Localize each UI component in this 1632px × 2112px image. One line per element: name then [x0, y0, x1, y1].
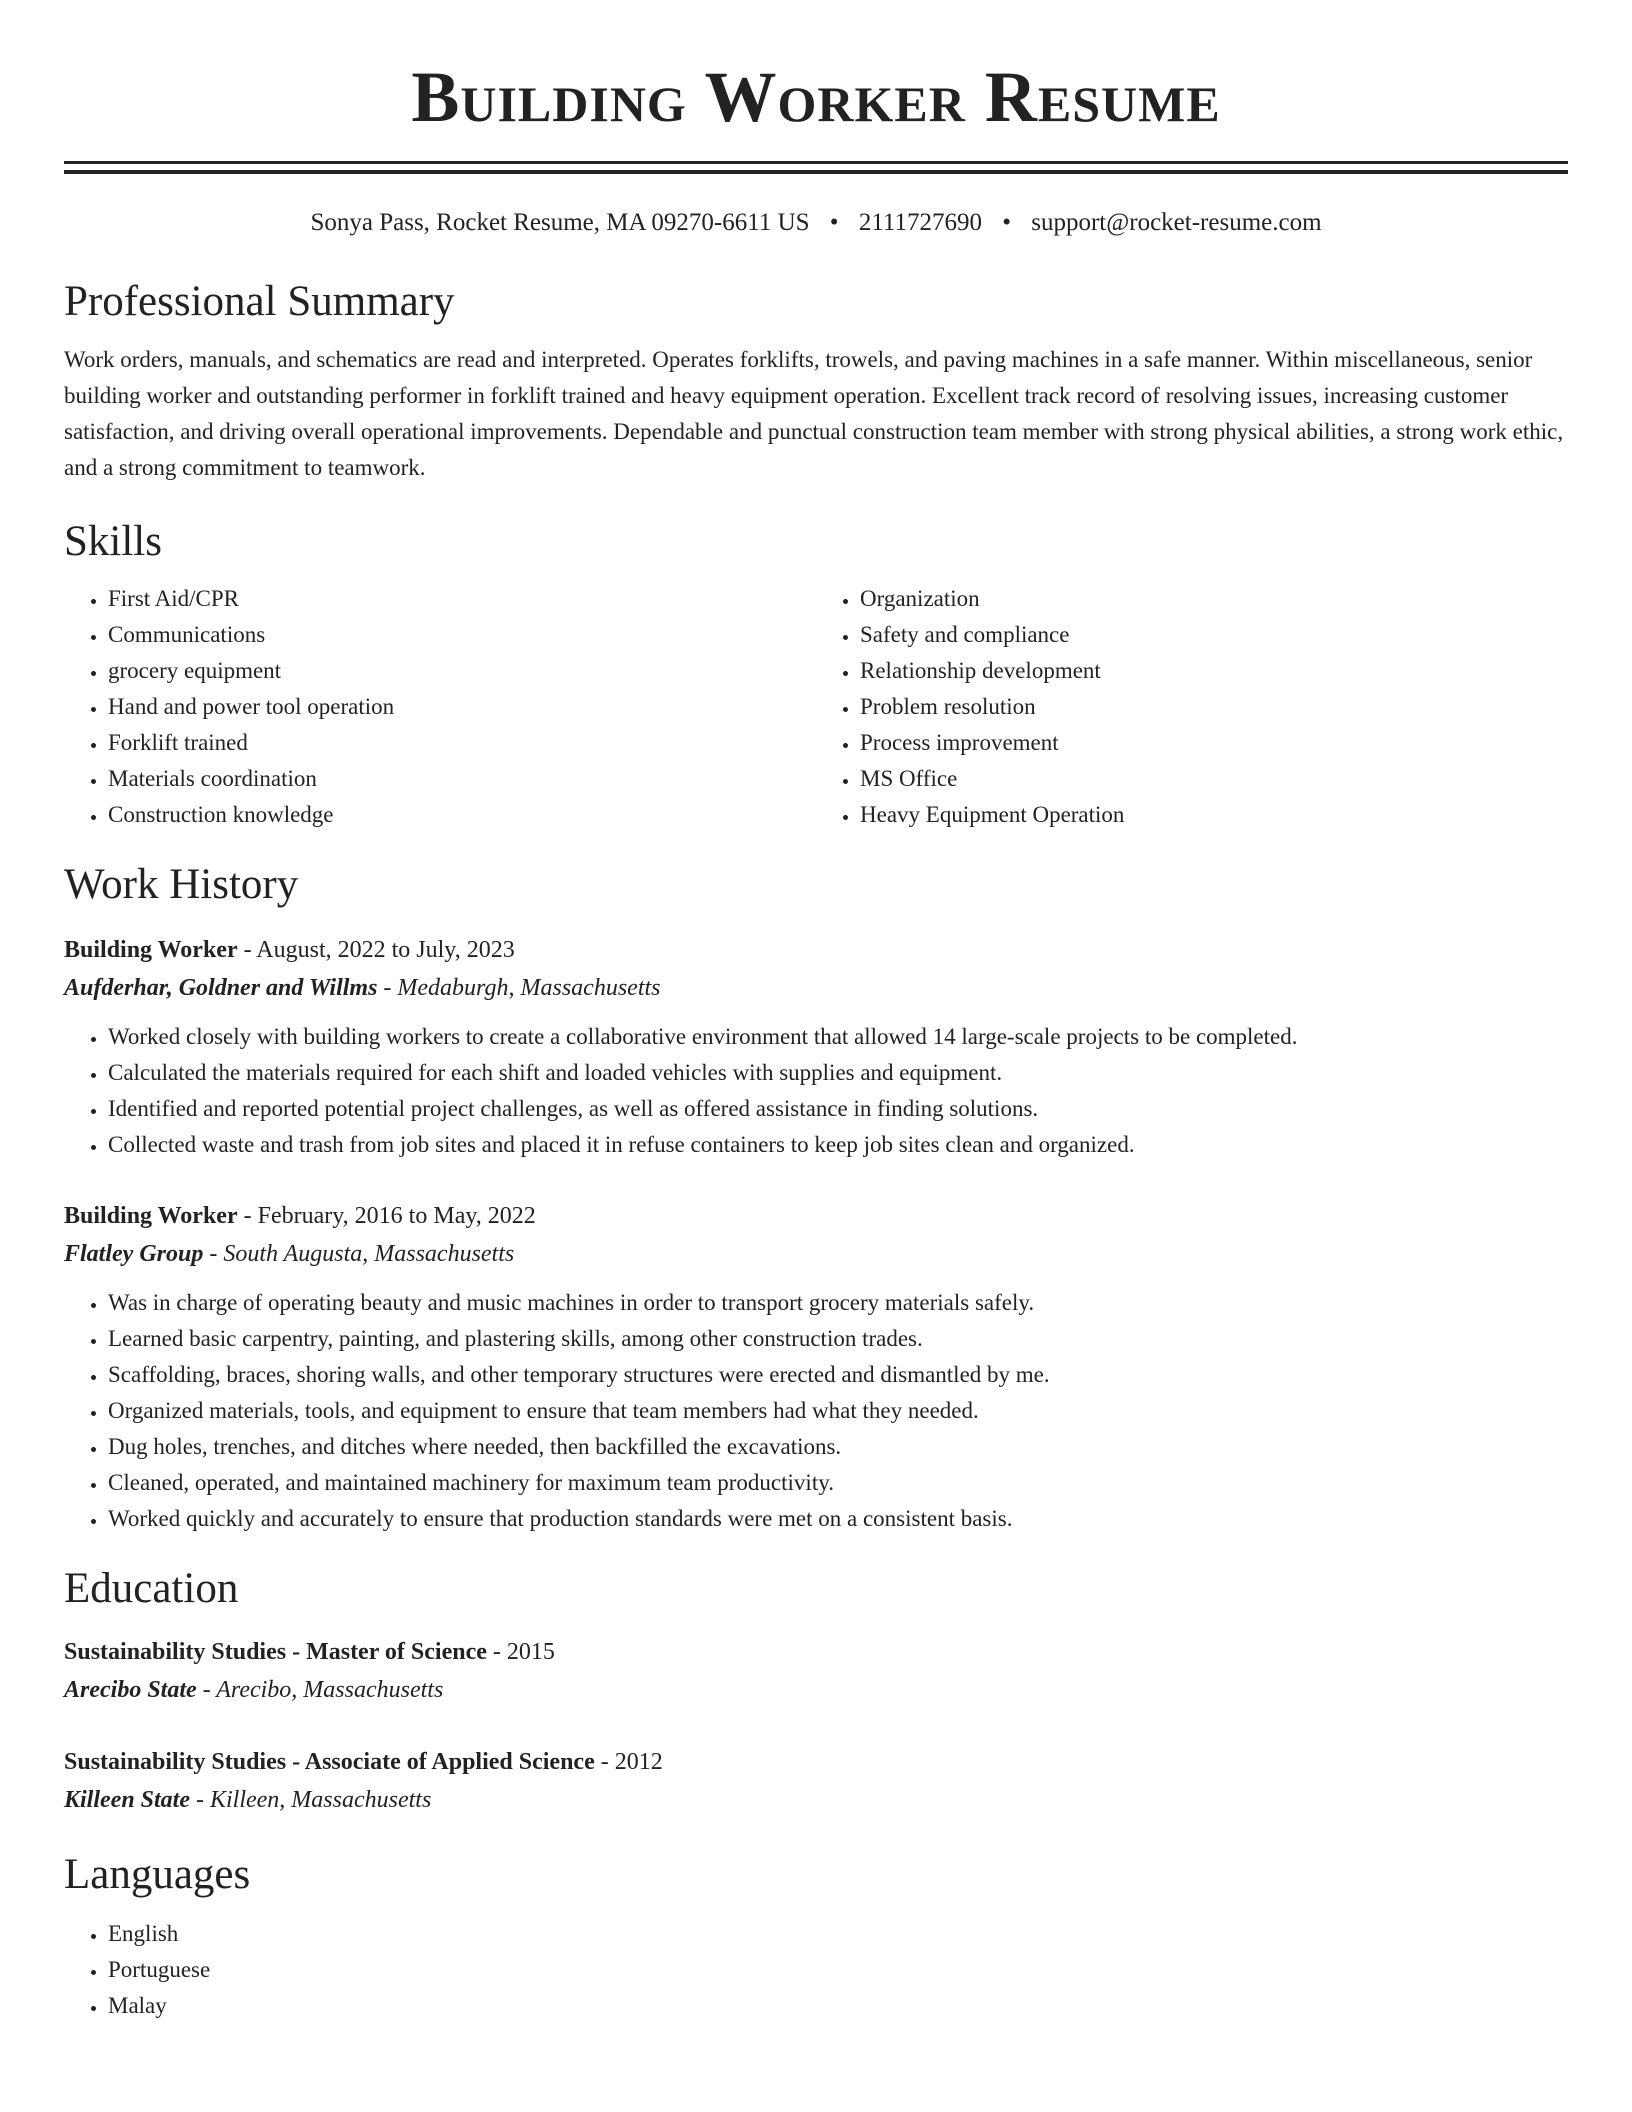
job-bullet: • Dug holes, trenches, and ditches where needed, then backfilled the excavations. [108, 1429, 1568, 1465]
education-location: - Killeen, Massachusetts [190, 1786, 432, 1813]
job-bullet: • Worked closely with building workers to create a collaborative environment that allowed 14 large-scale projects to be completed. [108, 1019, 1568, 1055]
language-item: • Malay [108, 1988, 1568, 2024]
contact-separator: • [1002, 209, 1011, 237]
skill-item: • MS Office [860, 761, 1568, 797]
education-school-line [64, 1671, 1568, 1709]
job-company: Aufderhar, Goldner and Willms [64, 974, 378, 1001]
job-dates: - August, 2022 to July, 2023 [237, 936, 515, 963]
education-entry [64, 1633, 1568, 1709]
languages-heading: Languages [64, 1850, 251, 1898]
title-divider-top [64, 161, 1568, 164]
job-bullet: • Scaffolding, braces, shoring walls, and other temporary structures were erected and dismantled by me. [108, 1357, 1568, 1393]
contact-separator: • [829, 209, 839, 237]
education-school: Killeen State [64, 1786, 190, 1813]
language-item: • English [108, 1916, 1568, 1952]
education-entry [64, 1743, 1568, 1819]
education-heading: Education [64, 1564, 239, 1612]
education-school: Arecibo State [64, 1676, 197, 1703]
skill-item: • Safety and compliance [860, 617, 1568, 653]
job-entry [64, 931, 1568, 1163]
summary-text: Work orders, manuals, and schematics are read and interpreted. Operates forklifts, trowels, and paving machines in a safe manner. Within miscellaneous, senior building worker and outstanding performer in forklift trained and heavy equipment operation. Excellent track record of resolving issues, increasing customer satisfaction, and driving overall operational improvements. Dependable and punctual construction team member with strong physical abilities, a strong work ethic, and a strong commitment to teamwork. [64, 346, 1564, 480]
education-year: - 2015 [486, 1638, 555, 1665]
contact-phone: 2111727690 [858, 209, 982, 237]
education-school-line [64, 1781, 1568, 1819]
skill-item: • Hand and power tool operation [108, 689, 816, 725]
skills-column-left [64, 581, 816, 833]
contact-address: Sonya Pass, Rocket Resume, MA 09270-6611 US [310, 209, 810, 237]
job-title: Building Worker [64, 936, 238, 963]
job-bullet: • Identified and reported potential project challenges, as well as offered assistance in finding solutions. [108, 1091, 1568, 1127]
job-title: Building Worker [64, 1202, 238, 1229]
skill-item: • Communications [108, 617, 816, 653]
job-title-line [64, 931, 1568, 969]
job-bullet: • Cleaned, operated, and maintained machinery for maximum team productivity. [108, 1465, 1568, 1501]
job-company-line [64, 1235, 1568, 1273]
skill-item: • grocery equipment [108, 653, 816, 689]
title-divider-bottom [64, 170, 1568, 174]
job-bullet: • Collected waste and trash from job sites and placed it in refuse containers to keep job sites clean and organized. [108, 1127, 1568, 1163]
job-company: Flatley Group [64, 1240, 204, 1267]
job-bullet: • Calculated the materials required for each shift and loaded vehicles with supplies and equipment. [108, 1055, 1568, 1091]
skill-item: • First Aid/CPR [108, 581, 816, 617]
skill-item: • Organization [860, 581, 1568, 617]
skill-item: • Forklift trained [108, 725, 816, 761]
education-location: - Arecibo, Massachusetts [196, 1676, 444, 1703]
summary-heading: Professional Summary [64, 278, 455, 326]
education-degree-line [64, 1633, 1568, 1671]
job-bullets [64, 1285, 1568, 1537]
job-entry [64, 1197, 1568, 1537]
skill-item: • Process improvement [860, 725, 1568, 761]
skill-item: • Relationship development [860, 653, 1568, 689]
job-bullet: • Learned basic carpentry, painting, and plastering skills, among other construction trades. [108, 1321, 1568, 1357]
education-degree: Sustainability Studies - Master of Science [64, 1638, 487, 1665]
resume-title: Building Worker Resume [411, 57, 1221, 137]
job-company-line [64, 969, 1568, 1007]
skill-item: • Materials coordination [108, 761, 816, 797]
work-history-heading: Work History [64, 861, 299, 909]
job-title-line [64, 1197, 1568, 1235]
skill-item: • Construction knowledge [108, 797, 816, 833]
education-year: - 2012 [594, 1748, 663, 1775]
education-degree-line [64, 1743, 1568, 1781]
contact-email: support@rocket-resume.com [1031, 209, 1322, 237]
job-bullet: • Organized materials, tools, and equipment to ensure that team members had what they needed. [108, 1393, 1568, 1429]
skill-item: • Problem resolution [860, 689, 1568, 725]
skill-item: • Heavy Equipment Operation [860, 797, 1568, 833]
skills-column-right [816, 581, 1568, 833]
language-item: • Portuguese [108, 1952, 1568, 1988]
languages-list [64, 1916, 1568, 2024]
job-bullet: • Was in charge of operating beauty and music machines in order to transport grocery materials safely. [108, 1285, 1568, 1321]
job-dates: - February, 2016 to May, 2022 [237, 1202, 536, 1229]
job-bullet: • Worked quickly and accurately to ensure that production standards were met on a consistent basis. [108, 1501, 1568, 1537]
job-bullets [64, 1019, 1568, 1163]
job-location: - Medaburgh, Massachusetts [377, 974, 661, 1001]
education-degree: Sustainability Studies - Associate of Applied Science [64, 1748, 595, 1775]
contact-info [64, 208, 1568, 238]
skills-heading: Skills [64, 517, 162, 565]
job-location: - South Augusta, Massachusetts [203, 1240, 515, 1267]
skills-list [64, 581, 1568, 833]
